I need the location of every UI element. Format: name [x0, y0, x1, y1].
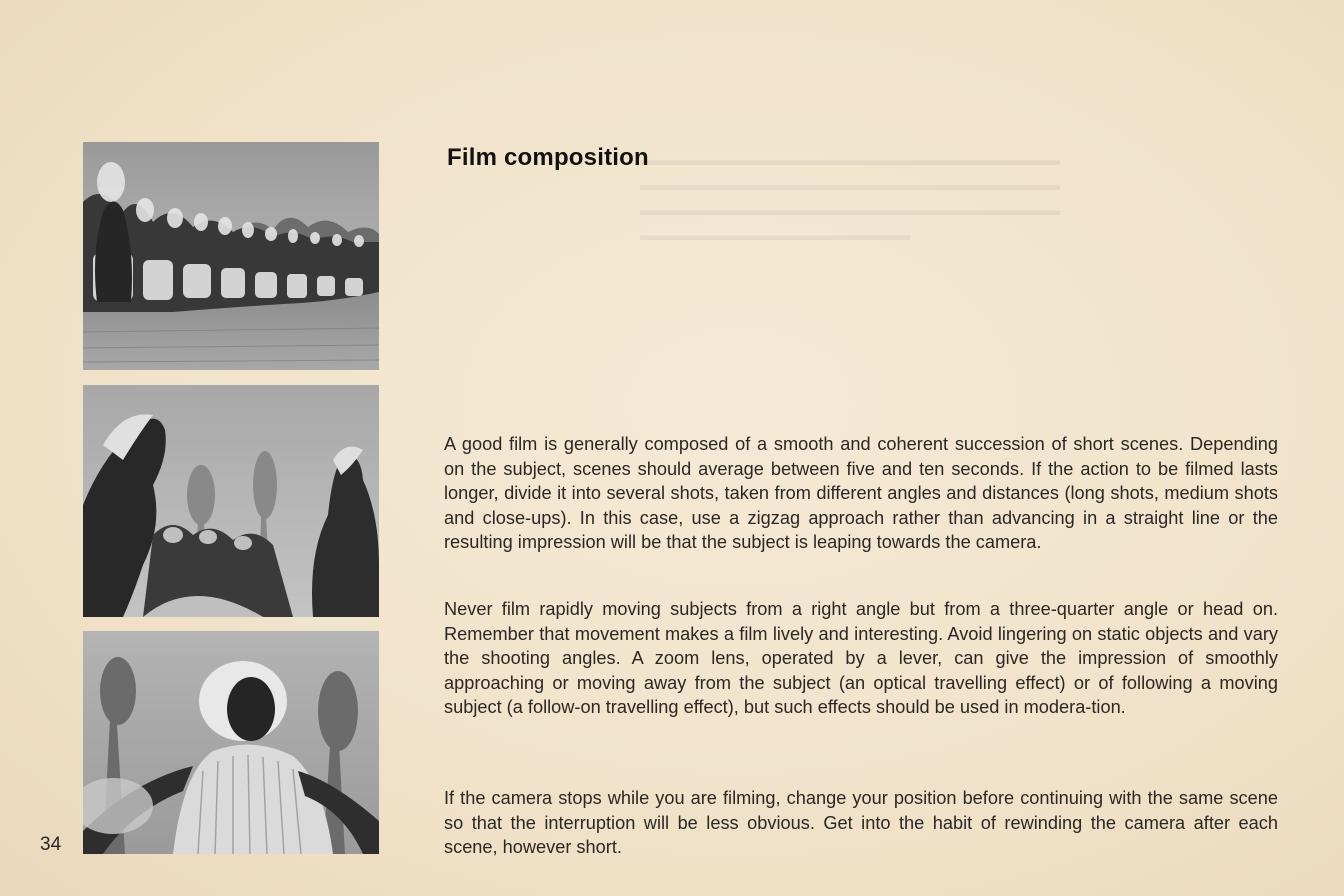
photo-dancer-closeup — [83, 631, 379, 854]
page-number: 34 — [40, 834, 62, 855]
paragraph-camera-stops: If the camera stops while you are filming, change your position before continuing with the same scene so that the interruption will be less obvious. Get into the habit of rewinding the camera after each scene, however short. — [444, 788, 1278, 857]
paragraph-movement: Never film rapidly moving subjects from a right angle but from a three-quarter angle or head on. Remember that movement makes a film lively and interesting. Avoid lingering on static objects and vary the shooting angles. A zoom lens, operated by a lever, can give the impression of smoothly approaching or moving away from the subject (an optical travelling effect) or of following a moving subject (a follow-on travelling effect), but such effects should be used in modera-tion. — [444, 599, 1278, 717]
photo-dancers-headdresses — [83, 385, 379, 617]
show-through-texture: ▬▬▬▬▬▬▬▬▬▬▬▬▬▬▬▬▬▬▬▬▬▬▬▬▬▬▬▬ — [640, 152, 1060, 169]
photo-dancers-line — [83, 142, 379, 370]
show-through-texture: ▬▬▬▬▬▬▬▬▬▬▬▬▬▬▬▬▬▬▬▬▬▬▬▬▬▬▬▬ — [640, 177, 1060, 194]
show-through-texture: ▬▬▬▬▬▬▬▬▬▬▬▬▬▬▬▬▬▬▬▬▬▬▬▬▬▬▬▬ — [640, 202, 1060, 219]
paragraph-composition: A good film is generally composed of a smooth and coherent succession of short scenes. Depending on the subject, scenes should average between five and ten seconds. If the action to be filmed lasts longer, divide it into several shots, taken from different angles and distances (long shots, medium shots and close-ups). In this case, use a zigzag approach rather than advancing in a straight line or the resulting impression will be that the subject is leaping towards the camera. — [444, 434, 1278, 552]
show-through-texture: ▬▬▬▬▬▬▬▬▬▬▬▬▬▬▬▬▬▬ — [640, 227, 910, 244]
page-title: Film composition — [447, 144, 649, 171]
